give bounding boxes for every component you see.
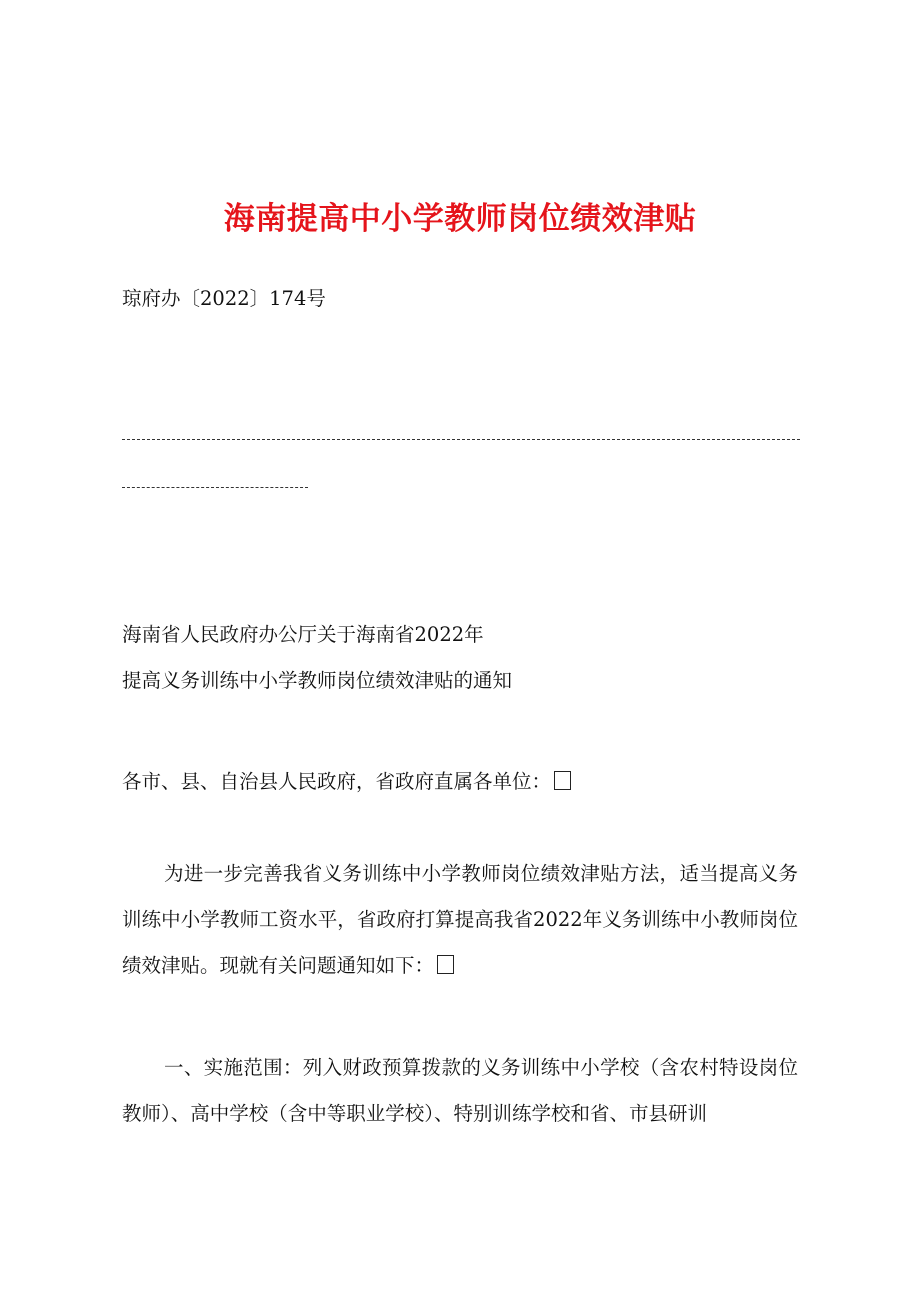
salutation-line: [122, 770, 571, 794]
paragraph-intro-text: 为进一步完善我省义务训练中小学教师岗位绩效津贴方法，适当提高义务训练中小学教师工资水平，省政府打算提高我省2022年义务训练中小教师岗位绩效津贴。现就有关问题通知如下：: [122, 862, 798, 977]
separator-line-short: [122, 487, 308, 488]
notice-title-line-2: 提高义务训练中小学教师岗位绩效津贴的通知: [122, 669, 513, 692]
separator-line-long: [122, 439, 800, 440]
empty-box-icon: [437, 955, 454, 974]
notice-title-line-1: 海南省人民政府办公厅关于海南省2022年: [122, 623, 484, 646]
paragraph-scope: 一、实施范围：列入财政预算拨款的义务训练中小学校（含农村特设岗位教师）、高中学校（含中等职业学校）、特别训练学校和省、市县研训: [122, 1056, 798, 1125]
paragraph-intro: [122, 851, 798, 989]
salutation-text: 各市、县、自治县人民政府，省政府直属各单位：: [122, 770, 552, 793]
document-title: 海南提高中小学教师岗位绩效津贴: [223, 201, 697, 237]
document-number: 琼府办〔2022〕174号: [122, 287, 326, 310]
empty-box-icon: [554, 771, 571, 790]
